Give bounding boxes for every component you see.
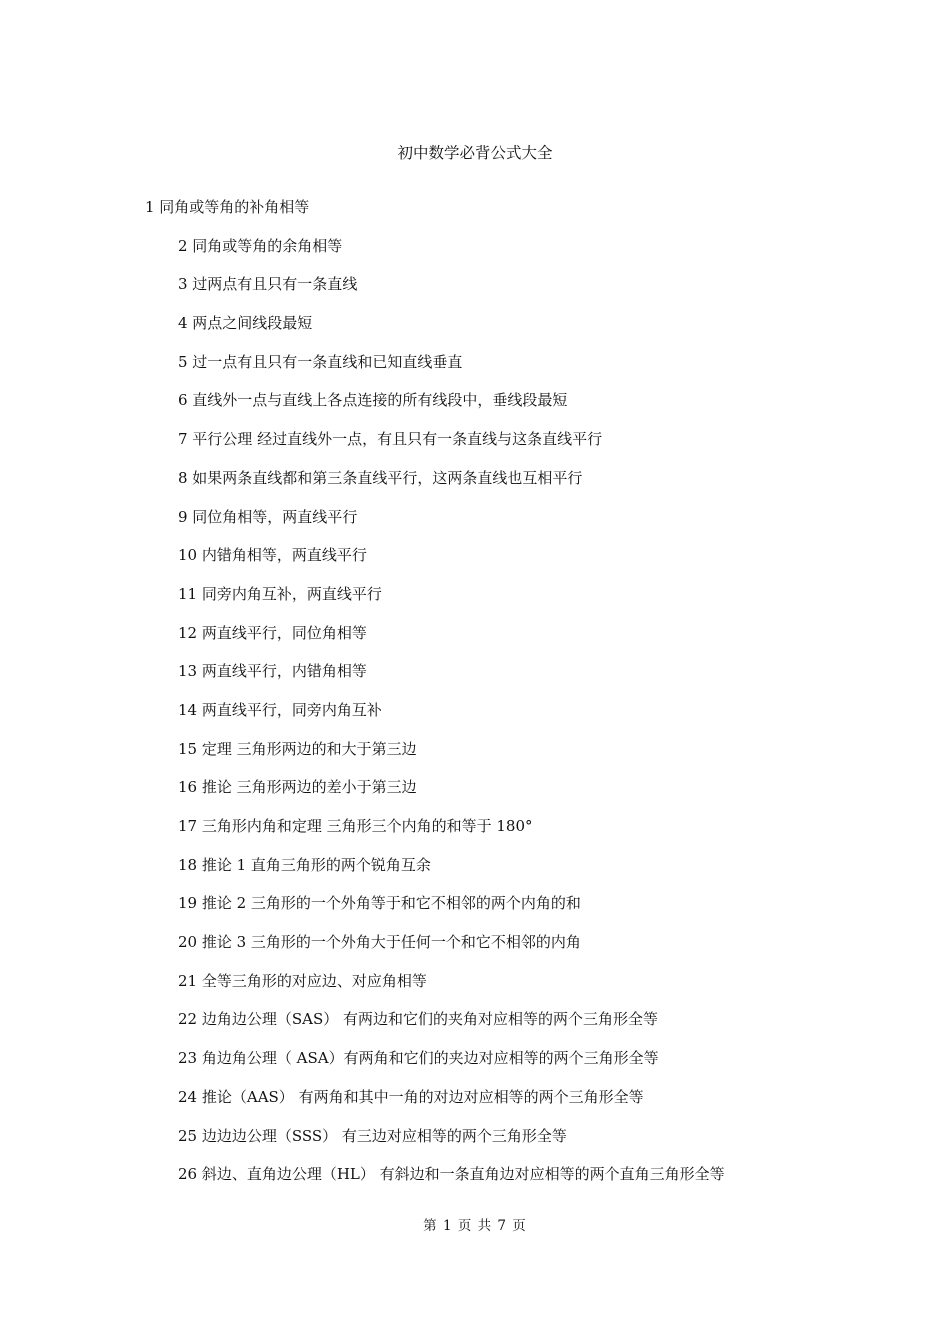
- list-item: 8 如果两条直线都和第三条直线平行，这两条直线也互相平行: [178, 468, 583, 487]
- list-item: 4 两点之间线段最短: [178, 314, 313, 333]
- list-item: 1 同角或等角的补角相等: [145, 198, 310, 216]
- list-item: 5 过一点有且只有一条直线和已知直线垂直: [178, 352, 463, 371]
- list-item: 11 同旁内角互补，两直线平行: [178, 584, 382, 603]
- list-item: 26 斜边、直角边公理（HL） 有斜边和一条直角边对应相等的两个直角三角形全等: [178, 1165, 725, 1184]
- list-item: 24 推论（AAS） 有两角和其中一角的对边对应相等的两个三角形全等: [178, 1087, 644, 1106]
- list-item: 14 两直线平行，同旁内角互补: [178, 700, 382, 719]
- list-item: 9 同位角相等，两直线平行: [178, 507, 358, 526]
- list-item: 6 直线外一点与直线上各点连接的所有线段中，垂线段最短: [178, 391, 568, 410]
- list-item: 25 边边边公理（SSS） 有三边对应相等的两个三角形全等: [178, 1126, 567, 1145]
- formula-list: [0, 197, 950, 1203]
- list-item: 22 边角边公理（SAS） 有两边和它们的夹角对应相等的两个三角形全等: [178, 1010, 659, 1029]
- list-item: 19 推论 2 三角形的一个外角等于和它不相邻的两个内角的和: [178, 894, 581, 913]
- page-number-footer: 第 1 页 共 7 页: [423, 1218, 527, 1234]
- list-item: 18 推论 1 直角三角形的两个锐角互余: [178, 855, 431, 874]
- list-item: 12 两直线平行，同位角相等: [178, 623, 367, 642]
- list-item: 13 两直线平行，内错角相等: [178, 662, 367, 681]
- list-item: 2 同角或等角的余角相等: [178, 236, 343, 255]
- list-item: 7 平行公理 经过直线外一点，有且只有一条直线与这条直线平行: [178, 430, 603, 449]
- list-item: 10 内错角相等，两直线平行: [178, 546, 367, 565]
- list-item: 20 推论 3 三角形的一个外角大于任何一个和它不相邻的内角: [178, 933, 581, 952]
- list-item: 3 过两点有且只有一条直线: [178, 275, 358, 294]
- list-item: 15 定理 三角形两边的和大于第三边: [178, 739, 417, 758]
- list-item: 21 全等三角形的对应边、对应角相等: [178, 971, 427, 990]
- list-item: 16 推论 三角形两边的差小于第三边: [178, 778, 417, 797]
- list-item: 17 三角形内角和定理 三角形三个内角的和等于 180°: [178, 817, 533, 835]
- list-item: 23 角边角公理（ ASA）有两角和它们的夹边对应相等的两个三角形全等: [178, 1049, 659, 1068]
- document-title: 初中数学必背公式大全: [397, 144, 553, 162]
